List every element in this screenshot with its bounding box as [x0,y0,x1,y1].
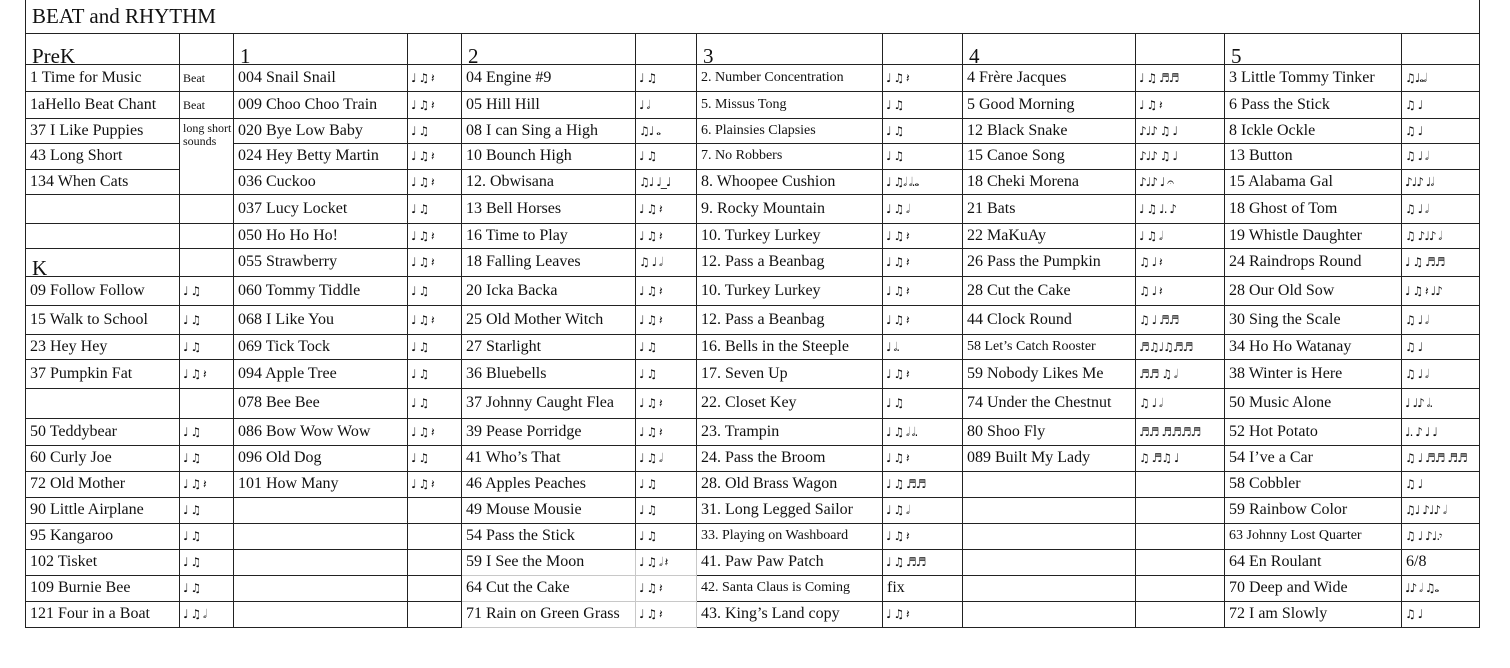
grade1-song: 036 Cuckoo [234,169,408,194]
grade2-rhythm: ♩ ♫ 𝄽 [636,575,697,601]
k-song: 102 Tisket [26,549,180,575]
prek-song: 37 I Like Puppies [26,118,180,143]
grade5-song: 24 Raindrops Round [1225,248,1402,276]
prek-blank [26,194,180,223]
grade3-song: 6. Plainsies Clapsies [697,118,883,143]
grade5-rhythm: ♫♩ ♪♩♪ 𝅗𝅥 [1402,497,1480,523]
k-rhythm: ♩ ♫ [180,497,234,523]
grade2-rhythm: ♩ 𝅗𝅥 [636,91,697,118]
grade2-song: 25 Old Mother Witch [462,305,636,334]
grade-label-k: K [26,248,180,276]
grade4-song: 74 Under the Chestnut [963,388,1136,418]
grade3-rhythm: ♩ ♫ ♬♬ [883,471,963,497]
grade2-song: 05 Hill Hill [462,91,636,118]
k-rhythm: ♩ ♫ [180,305,234,334]
k-rhythm: ♩ ♫ [180,549,234,575]
grade-header-blank [1402,33,1480,64]
grade4-blank [963,549,1136,575]
grade1-blank [408,497,462,523]
grade5-rhythm: ♩ ♩♪ 𝅗𝅥. [1402,388,1480,418]
prek-blank [180,194,234,223]
k-song: 121 Four in a Boat [26,601,180,627]
grade5-rhythm: ♩♪ 𝅗𝅥 ♫𝅝 [1402,575,1480,601]
grade-header-5: 5 [1225,33,1402,64]
grade3-song: 43. King’s Land copy [697,601,883,627]
grade2-rhythm: ♩ ♫ 𝄽 [636,223,697,248]
grade1-song: 050 Ho Ho Ho! [234,223,408,248]
grade5-rhythm: ♫ ♩ [1402,118,1480,143]
grade2-rhythm: ♩ ♫ 𝄽 [636,194,697,223]
grade2-rhythm: ♩ ♫ 𝄽 [636,418,697,445]
grade5-song: 58 Cobbler [1225,471,1402,497]
prek-song: 1 Time for Music [26,64,180,91]
grade-header-1: 1 [234,33,408,64]
grade1-blank [234,601,408,627]
grade3-song: 10. Turkey Lurkey [697,276,883,305]
grade3-song: 2. Number Concentration [697,64,883,91]
grade3-song: 8. Whoopee Cushion [697,169,883,194]
table-row [26,169,1480,194]
table-row [26,388,1480,418]
grade5-rhythm: ♫ ♩ 𝅗𝅥 [1402,305,1480,334]
grade4-rhythm: ♬♫♩♫♬♬ [1136,334,1225,359]
grade5-rhythm: ♩ ♫ ♬♬ [1402,248,1480,276]
grade5-rhythm: ♫ ♩ [1402,334,1480,359]
grade5-rhythm: 6/8 [1402,549,1480,575]
grade5-rhythm: ♫ ♩ 𝅗𝅥 [1402,143,1480,169]
grade2-song: 71 Rain on Green Grass [462,601,636,627]
k-song: 72 Old Mother [26,471,180,497]
grade3-rhythm: ♩ ♫ 𝄽 [883,64,963,91]
grade5-song: 38 Winter is Here [1225,359,1402,388]
grade3-song: 24. Pass the Broom [697,445,883,471]
grade1-rhythm: ♩ ♫ [408,118,462,143]
grade2-song: 13 Bell Horses [462,194,636,223]
prek-note: long short sounds [180,118,234,194]
grade1-song: 020 Bye Low Baby [234,118,408,143]
grade5-rhythm: ♫ ♩ ♪♩.𝄾 [1402,523,1480,549]
grade2-song: 20 Icka Backa [462,276,636,305]
grade4-blank [1136,601,1225,627]
grade4-rhythm: ♫ ♩ 𝄽 [1136,276,1225,305]
grade4-blank [963,523,1136,549]
table-row [26,118,1480,143]
table-row [26,334,1480,359]
grade4-rhythm: ♩ ♫ ♬♬ [1136,64,1225,91]
k-rhythm: ♩ ♫ 𝅗𝅥 [180,601,234,627]
grade3-rhythm: ♩ ♫ 𝄽 [883,276,963,305]
grade2-song: 37 Johnny Caught Flea [462,388,636,418]
grade4-blank [963,471,1136,497]
grade5-rhythm: ♫ ♩ [1402,91,1480,118]
grade3-rhythm: ♩ ♫ 𝄽 [883,248,963,276]
grade3-song: 41. Paw Paw Patch [697,549,883,575]
grade4-rhythm: ♪♩♪ ♫ ♩ [1136,143,1225,169]
table-row [26,276,1480,305]
grade-header-4: 4 [963,33,1136,64]
k-rhythm: ♩ ♫ [180,575,234,601]
grade3-song: 28. Old Brass Wagon [697,471,883,497]
grade4-rhythm: ♪♩♪ ♫ ♩ [1136,118,1225,143]
grade4-rhythm: ♫ ♩ 𝄽 [1136,248,1225,276]
grade4-blank [1136,523,1225,549]
table-row [26,91,1480,118]
grade5-song: 19 Whistle Daughter [1225,223,1402,248]
table-row [26,194,1480,223]
grade1-blank [408,575,462,601]
grade3-rhythm: ♩ ♫ 𝄽 [883,523,963,549]
k-rhythm: ♩ ♫ [180,445,234,471]
grade3-rhythm: ♩ ♫ ♬♬ [883,549,963,575]
grade1-rhythm: ♩ ♫ 𝄽 [408,418,462,445]
table-row [26,64,1480,91]
grade1-song: 068 I Like You [234,305,408,334]
grade4-song: 58 Let’s Catch Rooster [963,334,1136,359]
table-row [26,418,1480,445]
grade5-rhythm: ♫ ♩ 𝅗𝅥 [1402,194,1480,223]
prek-song: 43 Long Short [26,143,180,169]
grade1-song: 004 Snail Snail [234,64,408,91]
grade2-rhythm: ♩ ♫ 𝅗𝅥 [636,445,697,471]
grade3-song: 7. No Robbers [697,143,883,169]
grade2-rhythm: ♩ ♫ [636,64,697,91]
grade4-rhythm: ♩ ♫ 𝄽 [1136,91,1225,118]
grade1-rhythm: ♩ ♫ 𝄽 [408,248,462,276]
grade5-rhythm: ♪♩♪ ♩𝅗𝅥 [1402,169,1480,194]
grade1-blank [408,601,462,627]
grade2-rhythm: ♩ ♫ [636,334,697,359]
grade5-song: 63 Johnny Lost Quarter [1225,523,1402,549]
grade-header-3: 3 [697,33,883,64]
grade4-rhythm: ♫ ♩ ♬♬ [1136,305,1225,334]
beat-rhythm-table [25,0,1480,628]
grade2-song: 46 Apples Peaches [462,471,636,497]
grade3-rhythm: ♩ ♫𝅗𝅥 𝅗𝅥.𝅝 [883,169,963,194]
grade4-song: 44 Clock Round [963,305,1136,334]
k-rhythm: ♩ ♫ [180,418,234,445]
grade5-song: 54 I’ve a Car [1225,445,1402,471]
table-row [26,601,1480,627]
table-body [26,0,1480,627]
grade2-song: 64 Cut the Cake [462,575,636,601]
k-song: 23 Hey Hey [26,334,180,359]
grade4-song: 12 Black Snake [963,118,1136,143]
grade1-song: 024 Hey Betty Martin [234,143,408,169]
grade-header-row [26,33,1480,64]
grade1-song: 037 Lucy Locket [234,194,408,223]
grade5-song: 64 En Roulant [1225,549,1402,575]
table-row [26,471,1480,497]
grade3-song: 23. Trampin [697,418,883,445]
grade1-song: 101 How Many [234,471,408,497]
prek-blank [26,223,180,248]
grade-header-blank [1136,33,1225,64]
k-song: 95 Kangaroo [26,523,180,549]
grade1-rhythm: ♩ ♫ [408,276,462,305]
grade4-song: 089 Built My Lady [963,445,1136,471]
grade5-rhythm: ♫ ♩ 𝅗𝅥 [1402,359,1480,388]
grade1-rhythm: ♩ ♫ [408,359,462,388]
grade4-blank [963,497,1136,523]
grade1-blank [234,549,408,575]
table-row [26,575,1480,601]
grade2-rhythm: ♩ ♫ [636,523,697,549]
grade2-rhythm: ♩ ♫ [636,497,697,523]
grade2-rhythm: ♩ ♫ 𝅗𝅥 𝄽 [636,549,697,575]
grade1-song: 069 Tick Tock [234,334,408,359]
grade3-song: 42. Santa Claus is Coming [697,575,883,601]
grade1-song: 055 Strawberry [234,248,408,276]
grade5-rhythm: ♫ ♩ [1402,601,1480,627]
grade1-rhythm: ♩ ♫ 𝄽 [408,64,462,91]
grade2-song: 39 Pease Porridge [462,418,636,445]
grade5-song: 70 Deep and Wide [1225,575,1402,601]
grade2-song: 04 Engine #9 [462,64,636,91]
grade1-rhythm: ♩ ♫ 𝄽 [408,143,462,169]
k-song: 15 Walk to School [26,305,180,334]
grade2-song: 36 Bluebells [462,359,636,388]
grade2-song: 16 Time to Play [462,223,636,248]
grade5-song: 18 Ghost of Tom [1225,194,1402,223]
grade-header-prek: PreK [26,33,180,64]
grade5-song: 8 Ickle Ockle [1225,118,1402,143]
grade5-song: 30 Sing the Scale [1225,305,1402,334]
grade2-song: 18 Falling Leaves [462,248,636,276]
table-row [26,549,1480,575]
grade3-rhythm: ♩ ♫ [883,388,963,418]
grade4-rhythm: ♪♩♪ ♩ 𝄐 [1136,169,1225,194]
grade2-rhythm: ♫♩ 𝅝 [636,118,697,143]
k-rhythm [180,388,234,418]
grade2-song: 41 Who’s That [462,445,636,471]
table-row [26,445,1480,471]
grade4-song: 4 Frère Jacques [963,64,1136,91]
grade4-blank [1136,575,1225,601]
grade-header-blank [636,33,697,64]
k-rhythm: ♩ ♫ 𝄽 [180,359,234,388]
grade3-rhythm: ♩ ♫ 𝅗𝅥 [883,497,963,523]
prek-song: 1aHello Beat Chant [26,91,180,118]
grade4-rhythm: ♩ ♫ ♩. ♪ [1136,194,1225,223]
grade-header-blank [180,33,234,64]
grade1-blank [408,523,462,549]
grade2-song: 27 Starlight [462,334,636,359]
grade4-song: 15 Canoe Song [963,143,1136,169]
grade5-song: 59 Rainbow Color [1225,497,1402,523]
grade1-rhythm: ♩ ♫ [408,334,462,359]
grade1-rhythm: ♩ ♫ 𝄽 [408,471,462,497]
k-song [26,388,180,418]
grade2-rhythm: ♩ ♫ 𝄽 [636,601,697,627]
grade3-song: 31. Long Legged Sailor [697,497,883,523]
grade4-rhythm: ♬♬ ♫ 𝅗𝅥 [1136,359,1225,388]
page-title: BEAT and RHYTHM [26,0,1480,33]
grade5-song: 15 Alabama Gal [1225,169,1402,194]
table-row [26,223,1480,248]
grade5-song: 52 Hot Potato [1225,418,1402,445]
grade2-song: 08 I can Sing a High [462,118,636,143]
grade5-rhythm: ♫ ♩ [1402,471,1480,497]
table-row [26,497,1480,523]
grade2-rhythm: ♩ ♫ 𝄽 [636,276,697,305]
grade5-song: 3 Little Tommy Tinker [1225,64,1402,91]
grade4-blank [1136,497,1225,523]
grade2-song: 10 Bounch High [462,143,636,169]
k-song: 109 Burnie Bee [26,575,180,601]
k-song: 60 Curly Joe [26,445,180,471]
grade3-rhythm: ♩ ♫ [883,143,963,169]
grade-header-blank [408,33,462,64]
grade3-song: 12. Pass a Beanbag [697,305,883,334]
grade4-song: 18 Cheki Morena [963,169,1136,194]
grade1-rhythm: ♩ ♫ 𝄽 [408,91,462,118]
grade1-song: 096 Old Dog [234,445,408,471]
grade4-blank [1136,471,1225,497]
grade4-rhythm: ♫ ♩ 𝅗𝅥 [1136,388,1225,418]
grade2-rhythm: ♩ ♫ 𝄽 [636,305,697,334]
grade3-song: 16. Bells in the Steeple [697,334,883,359]
grade3-song: 22. Closet Key [697,388,883,418]
grade1-blank [234,497,408,523]
k-song: 37 Pumpkin Fat [26,359,180,388]
grade3-rhythm: ♩ ♫ 𝄽 [883,305,963,334]
grade2-rhythm: ♫♩ ♩_♩ [636,169,697,194]
grade5-song: 13 Button [1225,143,1402,169]
prek-song: 134 When Cats [26,169,180,194]
title-row [26,0,1480,33]
grade3-rhythm: ♩ ♫ 𝅗𝅥 𝅗𝅥. [883,418,963,445]
grade1-rhythm: ♩ ♫ 𝄽 [408,223,462,248]
grade4-song: 21 Bats [963,194,1136,223]
grade5-song: 28 Our Old Sow [1225,276,1402,305]
grade5-rhythm: ♫ ♩ ♬♬ ♬♬ [1402,445,1480,471]
k-song: 09 Follow Follow [26,276,180,305]
grade3-song: 5. Missus Tong [697,91,883,118]
grade2-rhythm: ♩ ♫ 𝄽 [636,388,697,418]
prek-note: Beat [180,91,234,118]
grade3-rhythm: ♩ 𝅗𝅥. [883,334,963,359]
grade3-song: 12. Pass a Beanbag [697,248,883,276]
grade4-blank [963,601,1136,627]
grade2-rhythm: ♩ ♫ [636,359,697,388]
grade-header-2: 2 [462,33,636,64]
k-rhythm-blank [180,248,234,276]
grade1-rhythm: ♩ ♫ [408,388,462,418]
grade2-song: 12. Obwisana [462,169,636,194]
grade4-song: 22 MaKuAy [963,223,1136,248]
grade3-rhythm: ♩ ♫ 𝄽 [883,223,963,248]
table-row [26,305,1480,334]
grade5-rhythm: ♩ ♫ 𝄽 ♩♪ [1402,276,1480,305]
grade5-rhythm: ♫♩𝅝𝅗𝅥 [1402,64,1480,91]
grade3-song: 9. Rocky Mountain [697,194,883,223]
grade2-song: 59 I See the Moon [462,549,636,575]
grade3-rhythm: ♩ ♫ 𝄽 [883,445,963,471]
grade1-rhythm: ♩ ♫ [408,445,462,471]
grade3-song: 10. Turkey Lurkey [697,223,883,248]
k-rhythm: ♩ ♫ [180,523,234,549]
grade3-rhythm: ♩ ♫ 𝄽 [883,601,963,627]
grade1-rhythm: ♩ ♫ [408,194,462,223]
grade4-rhythm: ♬♬ ♬♬♬♬ [1136,418,1225,445]
k-rhythm: ♩ ♫ 𝄽 [180,471,234,497]
grade1-song: 078 Bee Bee [234,388,408,418]
grade5-song: 50 Music Alone [1225,388,1402,418]
grade1-blank [234,575,408,601]
grade4-song: 80 Shoo Fly [963,418,1136,445]
grade5-song: 34 Ho Ho Watanay [1225,334,1402,359]
grade5-rhythm: ♩. ♪ ♩ ♩ [1402,418,1480,445]
grade4-blank [963,575,1136,601]
prek-note: Beat [180,64,234,91]
grade1-song: 086 Bow Wow Wow [234,418,408,445]
grade1-blank [408,549,462,575]
k-rhythm: ♩ ♫ [180,276,234,305]
grade4-song: 59 Nobody Likes Me [963,359,1136,388]
grade1-song: 094 Apple Tree [234,359,408,388]
grade2-rhythm: ♫ ♩ 𝅗𝅥 [636,248,697,276]
grade3-rhythm: ♩ ♫ 𝄽 [883,359,963,388]
grade4-song: 26 Pass the Pumpkin [963,248,1136,276]
grade2-rhythm: ♩ ♫ [636,143,697,169]
grade3-rhythm: fix [883,575,963,601]
grade-header-blank [883,33,963,64]
grade2-rhythm: ♩ ♫ [636,471,697,497]
grade3-song: 17. Seven Up [697,359,883,388]
grade5-song: 6 Pass the Stick [1225,91,1402,118]
k-song: 50 Teddybear [26,418,180,445]
grade1-blank [234,523,408,549]
grade3-rhythm: ♩ ♫ [883,118,963,143]
grade1-rhythm: ♩ ♫ 𝄽 [408,169,462,194]
grade4-song: 28 Cut the Cake [963,276,1136,305]
table-row [26,248,1480,276]
k-song: 90 Little Airplane [26,497,180,523]
grade3-song: 33. Playing on Washboard [697,523,883,549]
grade2-song: 54 Pass the Stick [462,523,636,549]
grade4-rhythm: ♩ ♫ 𝅗𝅥 [1136,223,1225,248]
k-rhythm: ♩ ♫ [180,334,234,359]
grade1-song: 060 Tommy Tiddle [234,276,408,305]
grade5-rhythm: ♫ ♪♩♪ 𝅗𝅥 [1402,223,1480,248]
grade3-rhythm: ♩ ♫ [883,91,963,118]
table-row [26,143,1480,169]
grade4-song: 5 Good Morning [963,91,1136,118]
table-row [26,523,1480,549]
grade3-rhythm: ♩ ♫ 𝅗𝅥 [883,194,963,223]
grade4-rhythm: ♫ ♬♫ ♩ [1136,445,1225,471]
grade1-song: 009 Choo Choo Train [234,91,408,118]
table-row [26,359,1480,388]
grade2-song: 49 Mouse Mousie [462,497,636,523]
grade5-song: 72 I am Slowly [1225,601,1402,627]
prek-blank [180,223,234,248]
grade4-blank [1136,549,1225,575]
grade1-rhythm: ♩ ♫ 𝄽 [408,305,462,334]
